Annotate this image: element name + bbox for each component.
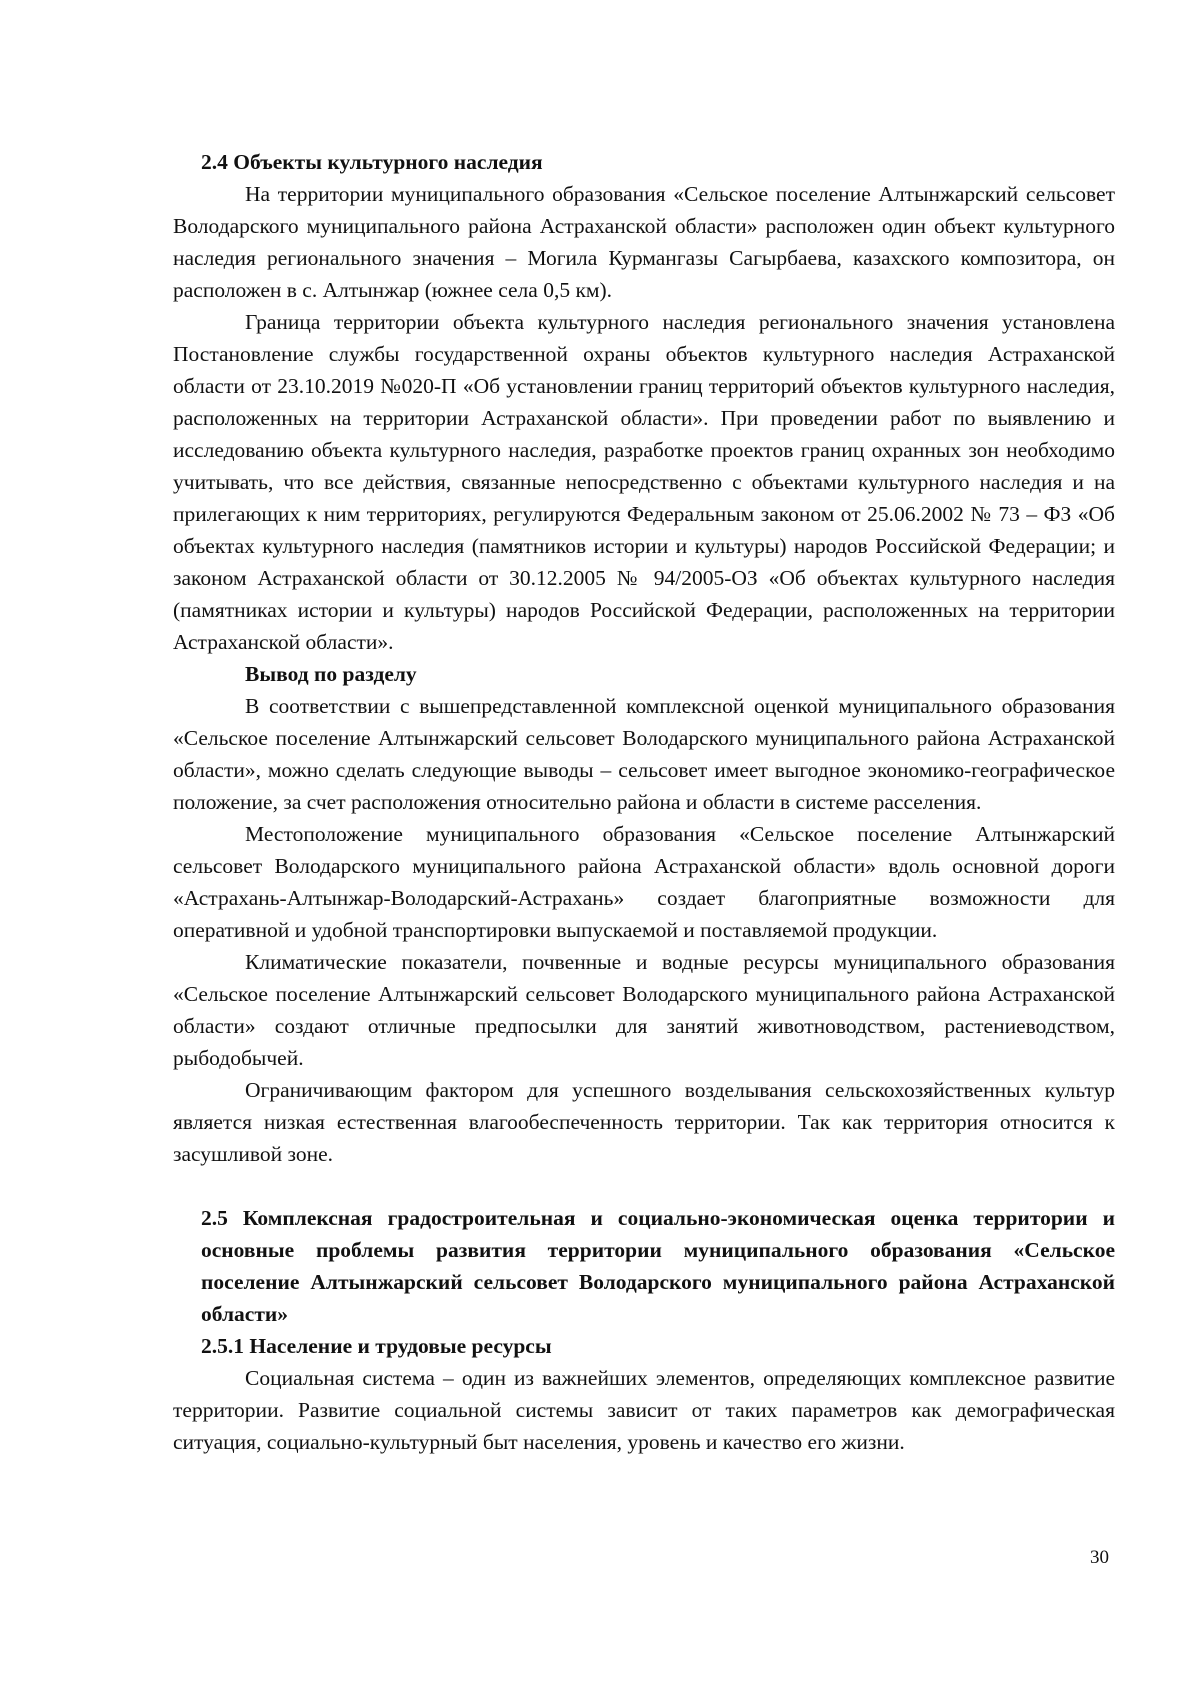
section-2-4-paragraph-1: На территории муниципального образования «Сельское поселение Алтынжарский сельсовет Володарского муниципального района Астраханской области» расположен один объект культурного наследия регионального значения – Могила Курмангазы Сагырбаева, казахского композитора, он расположен в с. Алтынжар (южнее села 0,5 км). [173, 182, 1115, 302]
section-spacer [173, 1170, 1115, 1202]
conclusion-heading: Вывод по разделу [245, 662, 417, 686]
section-2-4-paragraph-2: Граница территории объекта культурного наследия регионального значения установлена Постановление службы государственной охраны объектов культурного наследия Астраханской области от 23.10.2019 №020-П «Об установлении границ территорий объектов культурного наследия, расположенных на территории Астраханской области». При проведении работ по выявлению и исследованию объекта культурного наследия, разработке проектов границ охранных зон необходимо учитывать, что все действия, связанные непосредственно с объектами культурного наследия и на прилегающих к ним территориях, регулируются Федеральным законом от 25.06.2002 № 73 – ФЗ «Об объектах культурного наследия (памятников истории и культуры) народов Российской Федерации; и законом Астраханской области от 30.12.2005 № 94/2005-ОЗ «Об объектах культурного наследия (памятниках истории и культуры) народов Российской Федерации, расположенных на территории Астраханской области». [173, 310, 1115, 654]
conclusion-paragraph-2: Местоположение муниципального образования «Сельское поселение Алтынжарский сельсовет Володарского муниципального района Астраханской области» вдоль основной дороги «Астрахань-Алтынжар-Володарский-Астрахань» создает благоприятные возможности для оперативной и удобной транспортировки выпускаемой и поставляемой продукции. [173, 822, 1115, 942]
page-number: 30 [1090, 1547, 1109, 1568]
conclusion-paragraph-1: В соответствии с вышепредставленной комплексной оценкой муниципального образования «Сельское поселение Алтынжарский сельсовет Володарского муниципального района Астраханской области», можно сделать следующие выводы – сельсовет имеет выгодное экономико-географическое положение, за счет расположения относительно района и области в системе расселения. [173, 694, 1115, 814]
conclusion-paragraph-4: Ограничивающим фактором для успешного возделывания сельскохозяйственных культур является низкая естественная влагообеспеченность территории. Так как территория относится к засушливой зоне. [173, 1078, 1115, 1166]
conclusion-paragraph-3: Климатические показатели, почвенные и водные ресурсы муниципального образования «Сельское поселение Алтынжарский сельсовет Володарского муниципального района Астраханской области» создают отличные предпосылки для занятий животноводством, растениеводством, рыбодобычей. [173, 950, 1115, 1070]
section-2-4-heading: 2.4 Объекты культурного наследия [201, 150, 543, 174]
section-2-5-heading: 2.5 Комплексная градостроительная и социально-экономическая оценка территории и основные проблемы развития территории муниципального образования «Сельское поселение Алтынжарский сельсовет Володарского муниципального района Астраханской области» [201, 1206, 1115, 1326]
page-content [173, 146, 1115, 1458]
section-2-5-1-paragraph-1: Социальная система – один из важнейших элементов, определяющих комплексное развитие территории. Развитие социальной системы зависит от таких параметров как демографическая ситуация, социально-культурный быт населения, уровень и качество его жизни. [173, 1366, 1115, 1454]
section-2-5-1-heading: 2.5.1 Население и трудовые ресурсы [201, 1334, 552, 1358]
